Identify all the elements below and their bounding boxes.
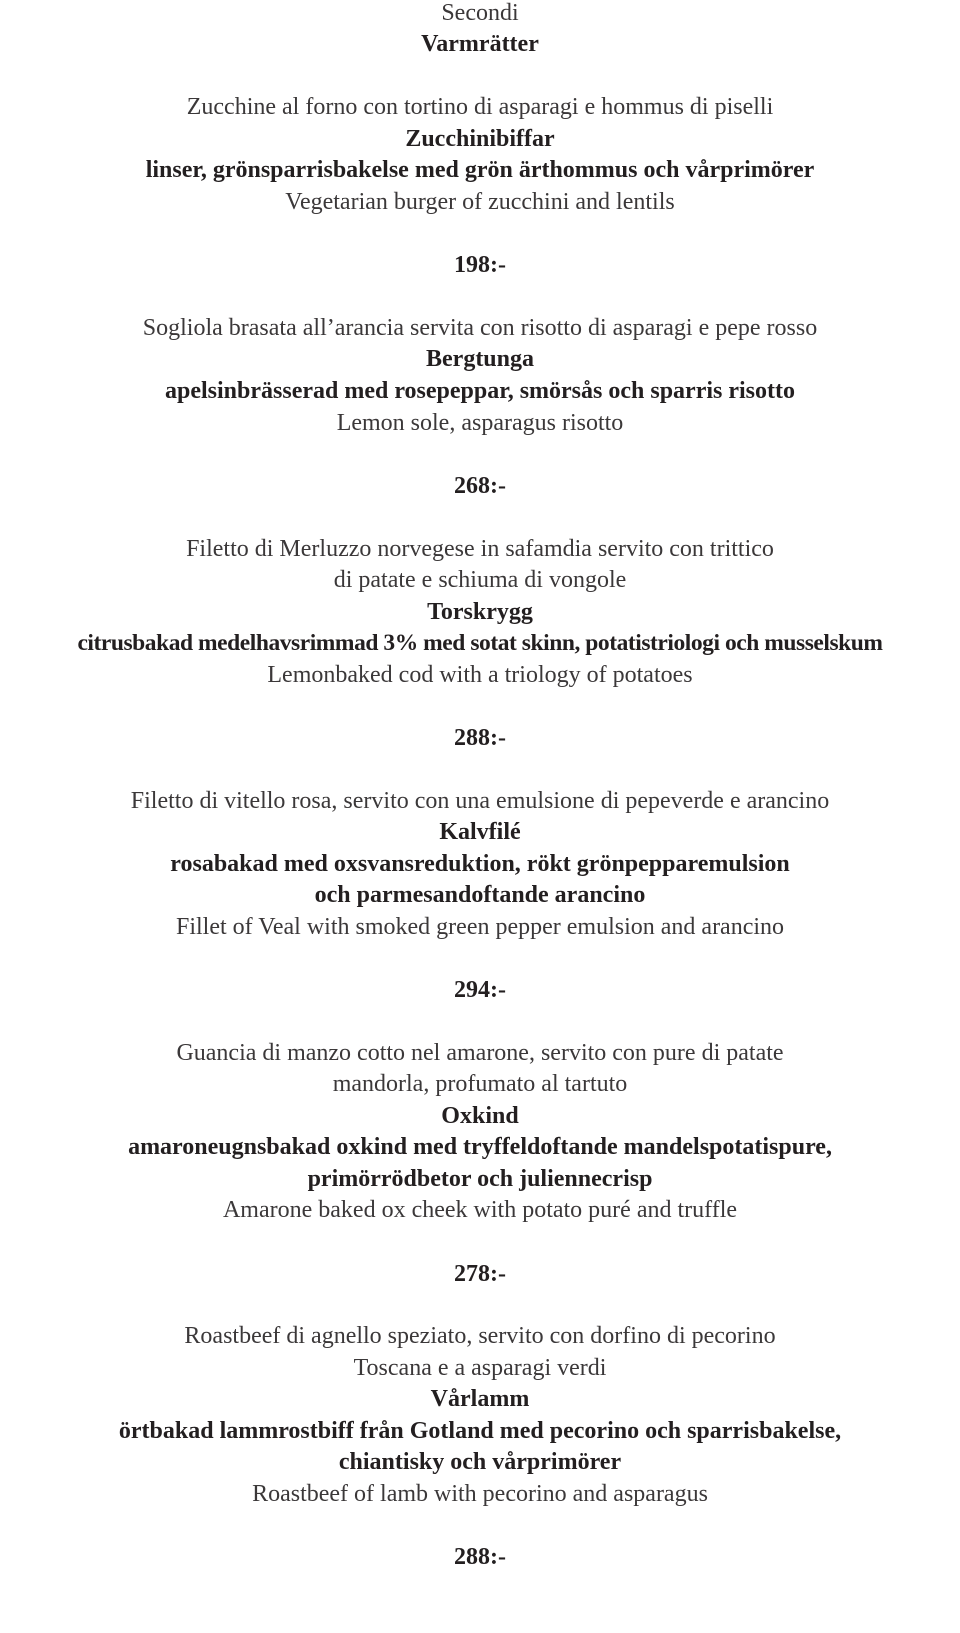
dish-italian-description: Guancia di manzo cotto nel amarone, servito con pure di patate <box>176 1040 784 1066</box>
dish-swedish-description: citrusbakad medelhavsrimmad 3% med sotat skinn, potatistriologi och musselskum <box>77 630 883 656</box>
dish-english-description: Lemonbaked cod with a triology of potatoes <box>267 662 693 688</box>
dish-swedish-description: och parmesandoftande arancino <box>314 882 646 908</box>
dish-english-description: Vegetarian burger of zucchini and lentils <box>285 189 675 215</box>
dish-price: 288:- <box>454 1544 506 1570</box>
dish-swedish-description: rosabakad med oxsvansreduktion, rökt grönpepparemulsion <box>170 851 790 877</box>
dish-swedish-name: Oxkind <box>441 1103 519 1129</box>
dish-swedish-description: amaroneugnsbakad oxkind med tryffeldoftande mandelspotatispure, <box>128 1134 832 1160</box>
section-title-swedish: Varmrätter <box>421 31 539 57</box>
dish-swedish-name: Vårlamm <box>430 1386 530 1412</box>
dish-english-description: Fillet of Veal with smoked green pepper emulsion and arancino <box>175 914 785 940</box>
dish-price: 288:- <box>454 725 506 751</box>
dish-italian-description: Zucchine al forno con tortino di asparagi e hommus di piselli <box>186 94 774 120</box>
dish-italian-description: di patate e schiuma di vongole <box>333 567 627 593</box>
dish-italian-description: Toscana e a asparagi verdi <box>353 1355 607 1381</box>
dish-swedish-name: Kalvfilé <box>439 819 521 845</box>
dish-english-description: Lemon sole, asparagus risotto <box>336 410 624 436</box>
dish-swedish-name: Zucchinibiffar <box>405 126 555 152</box>
dish-english-description: Roastbeef of lamb with pecorino and asparagus <box>252 1481 708 1507</box>
dish-english-description: Amarone baked ox cheek with potato puré and truffle <box>222 1197 738 1223</box>
dish-italian-description: Filetto di Merluzzo norvegese in safamdia servito con trittico <box>186 536 774 562</box>
dish-price: 268:- <box>454 473 506 499</box>
section-title-italian: Secondi <box>441 0 519 26</box>
dish-swedish-description: primörrödbetor och juliennecrisp <box>307 1166 653 1192</box>
dish-italian-description: Roastbeef di agnello speziato, servito con dorfino di pecorino <box>184 1323 776 1349</box>
dish-price: 278:- <box>454 1261 506 1287</box>
dish-price: 198:- <box>454 252 506 278</box>
dish-swedish-description: örtbakad lammrostbiff från Gotland med pecorino och sparrisbakelse, <box>118 1418 842 1444</box>
dish-swedish-description: chiantisky och vårprimörer <box>338 1449 622 1475</box>
dish-swedish-name: Bergtunga <box>426 346 534 372</box>
dish-italian-description: Sogliola brasata all’arancia servita con risotto di asparagi e pepe rosso <box>142 315 818 341</box>
dish-swedish-description: linser, grönsparrisbakelse med grön ärthommus och vårprimörer <box>145 157 815 183</box>
dish-italian-description: mandorla, profumato al tartuto <box>332 1071 628 1097</box>
dish-swedish-description: apelsinbrässerad med rosepeppar, smörsås och sparris risotto <box>164 378 795 404</box>
dish-italian-description: Filetto di vitello rosa, servito con una emulsione di pepeverde e arancino <box>130 788 830 814</box>
dish-swedish-name: Torskrygg <box>427 599 533 625</box>
dish-price: 294:- <box>454 977 506 1003</box>
